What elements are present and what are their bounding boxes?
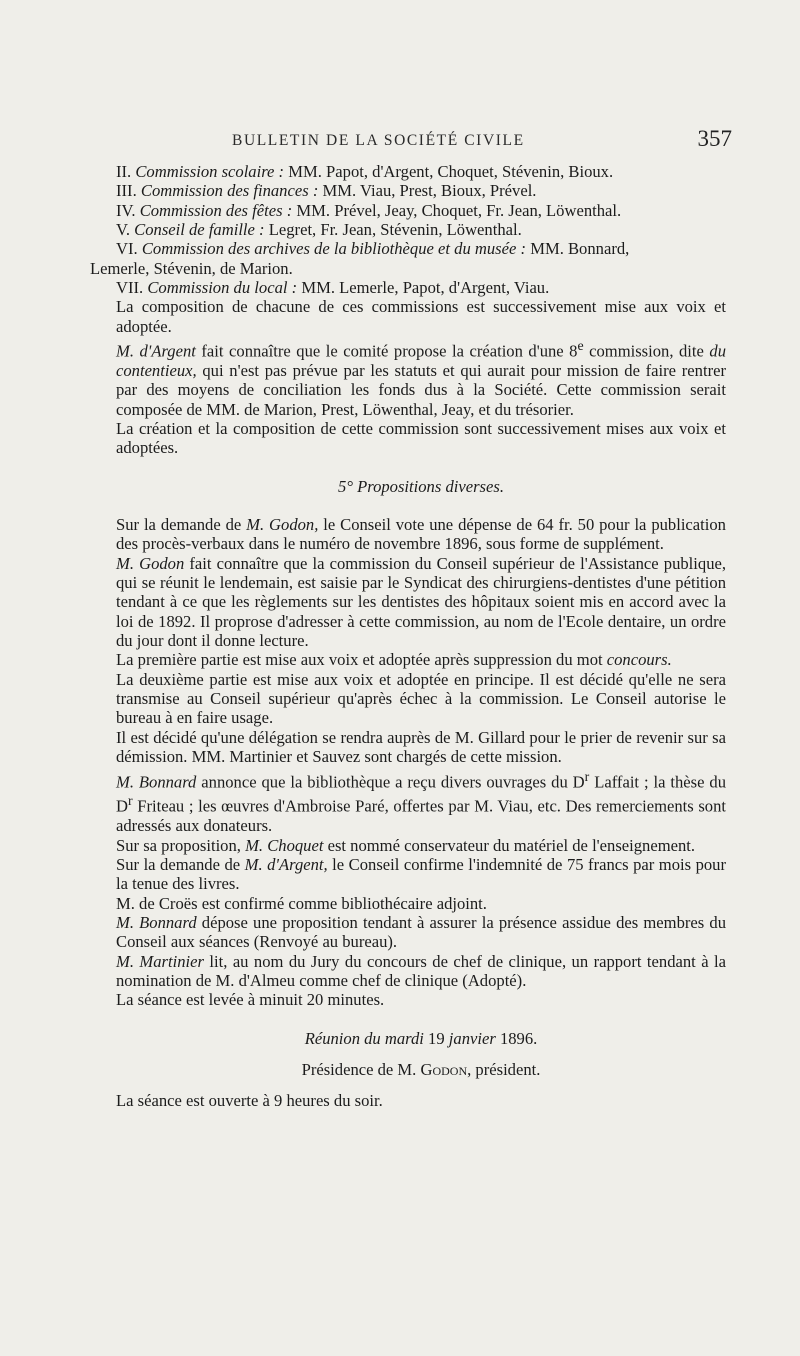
paragraph: M. Bonnard annonce que la bibliothèque a reçu divers ouvrages du $D^r$ Laffait ; la thèse du $D^r$ Friteau ; les œuvres d'Ambroise Paré, offertes par M. Viau, etc. Des remerciements sont adressés aux donateurs.	[116, 768, 726, 836]
body-text	[90, 162, 727, 1111]
section-title: 5° Propositions diverses.	[338, 476, 504, 496]
presidency-line: Présidence de M. Godon, président.	[301, 1060, 541, 1080]
paragraph: Sur la demande de M. Godon, le Conseil vote une dépense de 64 fr. 50 pour la publication des procès-verbaux dans le numéro de novembre 1896, sous forme de supplément.	[116, 515, 726, 554]
paragraph: La création et la composition de cette commission sont successivement mises aux voix et adoptées.	[116, 419, 726, 458]
page-number: 357	[697, 126, 732, 151]
opening-line: La séance est ouverte à 9 heures du soir.	[116, 1091, 383, 1111]
commission-item: VII. Commission du local : MM. Lemerle, Papot, d'Argent, Viau.	[116, 278, 550, 298]
paragraph: Sur la demande de M. d'Argent, le Conseil confirme l'indemnité de 75 francs par mois pour la tenue des livres.	[116, 854, 726, 894]
paragraph: M. Martinier lit, au nom du Jury du concours de chef de clinique, un rapport tendant à la nomination de M. d'Almeu comme chef de clinique (Adopté).	[116, 951, 726, 990]
meeting-heading: Réunion du mardi 19 janvier 1896.	[304, 1028, 538, 1048]
commission-item: II. Commission scolaire : MM. Papot, d'Argent, Choquet, Stévenin, Bioux.	[116, 162, 614, 181]
paragraph: M. d'Argent fait connaître que le comité propose la création d'une 8e commission, dite du contentieux, qui n'est pas prévue par les statuts et qui aurait pour mission de faire rentrer par des moyens de conciliation les fonds dus à la Société. Cette commission serait composée de MM. de Marion, Prest, Löwenthal, Jeay, et du trésorier.	[116, 338, 727, 419]
paragraph: La séance est levée à minuit 20 minutes.	[116, 990, 385, 1010]
commission-item: V. Conseil de famille : Legret, Fr. Jean, Stévenin, Löwenthal.	[116, 220, 522, 240]
commission-item: III. Commission des finances : MM. Viau, Prest, Bioux, Prével.	[116, 181, 537, 201]
paragraph: La première partie est mise aux voix et adoptée après suppression du mot concours.	[116, 650, 672, 670]
commission-item: VI. Commission des archives de la bibliothèque et du musée : MM. Bonnard, Lemerle, Stévenin, de Marion.	[90, 239, 630, 278]
running-title: BULLETIN DE LA SOCIÉTÉ CIVILE	[232, 132, 525, 149]
paragraph: Il est décidé qu'une délégation se rendra auprès de M. Gillard pour le prier de revenir sur sa démission. MM. Martinier et Sauvez sont chargés de cette mission.	[116, 727, 726, 767]
paragraph: M. Godon fait connaître que la commission du Conseil supérieur de l'Assistance publique, qui se réunit le lendemain, est saisie par le Syndicat des chirurgiens-dentistes d'une pétition tendant à ce que les règlements sur les dentistes des hôpitaux soient mis en accord avec la loi de 1892. Il proprose d'adresser à cette commission, au nom de l'Ecole dentaire, un ordre du jour dont il donne lecture.	[116, 553, 726, 651]
paragraph: M. de Croës est confirmé comme bibliothécaire adjoint.	[116, 893, 487, 913]
paragraph: La deuxième partie est mise aux voix et adoptée en principe. Il est décidé qu'elle ne sera transmise au Conseil supérieur qu'après échec à la commission. Le Conseil autorise le bureau à en faire usage.	[116, 669, 726, 728]
paragraph: M. Bonnard dépose une proposition tendant à assurer la présence assidue des membres du Conseil aux séances (Renvoyé au bureau).	[116, 912, 727, 952]
paragraph: Sur sa proposition, M. Choquet est nommé conservateur du matériel de l'enseignement.	[116, 835, 696, 855]
commission-item: IV. Commission des fêtes : MM. Prével, Jeay, Choquet, Fr. Jean, Löwenthal.	[116, 200, 622, 220]
page-header	[232, 128, 732, 158]
paragraph: La composition de chacune de ces commissions est successivement mise aux voix et adoptée.	[116, 297, 726, 336]
